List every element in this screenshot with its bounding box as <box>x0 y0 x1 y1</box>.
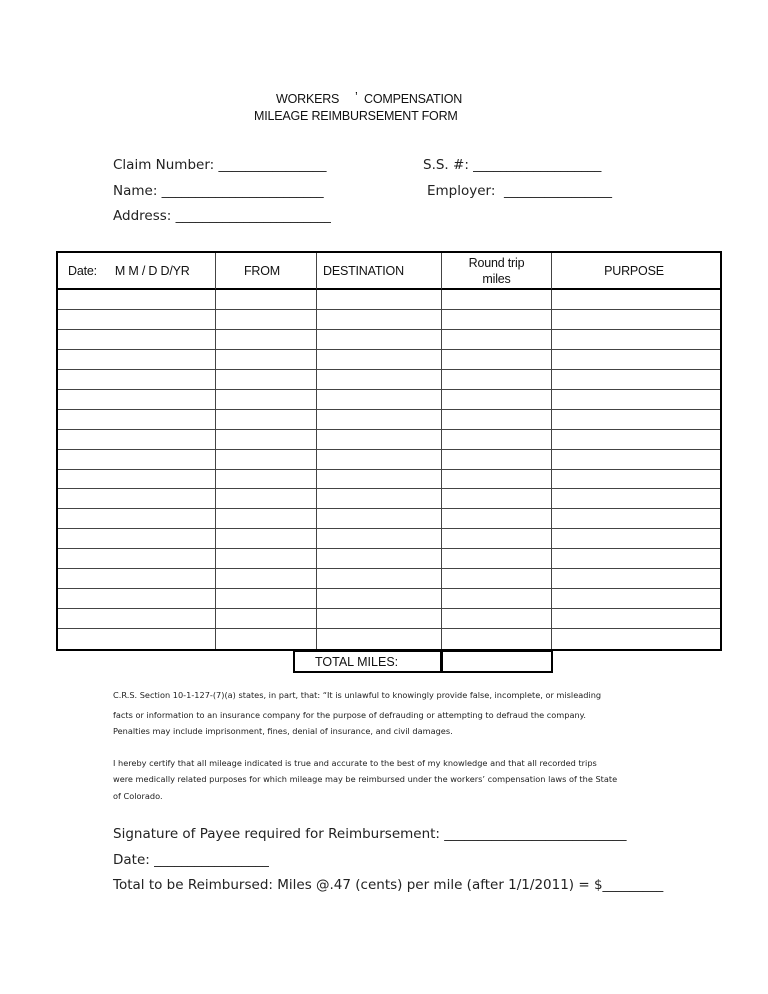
header-from <box>216 253 317 290</box>
form-subtitle: MILEAGE REIMBURSEMENT FORM <box>254 109 458 123</box>
table-cell-from[interactable] <box>216 489 317 509</box>
table-cell-from[interactable] <box>216 529 317 549</box>
table-cell-round-trip-miles[interactable] <box>442 629 552 649</box>
table-cell-destination[interactable] <box>317 589 442 609</box>
form-title-apostrophe: ’ <box>355 90 358 104</box>
table-cell-round-trip-miles[interactable] <box>442 330 552 350</box>
table-cell-round-trip-miles[interactable] <box>442 489 552 509</box>
address-field[interactable]: Address: _______________________ <box>113 208 331 224</box>
table-cell-date[interactable] <box>58 489 216 509</box>
table-cell-purpose[interactable] <box>552 310 720 330</box>
table-cell-purpose[interactable] <box>552 330 720 350</box>
table-cell-date[interactable] <box>58 330 216 350</box>
table-cell-destination[interactable] <box>317 609 442 629</box>
table-cell-purpose[interactable] <box>552 489 720 509</box>
header-round-trip-line1: Round trip <box>468 255 525 270</box>
table-cell-date[interactable] <box>58 549 216 569</box>
table-cell-purpose[interactable] <box>552 390 720 410</box>
table-cell-destination[interactable] <box>317 290 442 310</box>
name-field[interactable]: Name: ________________________ <box>113 183 324 199</box>
table-cell-from[interactable] <box>216 589 317 609</box>
employer-field[interactable]: Employer: ________________ <box>427 183 612 199</box>
table-cell-date[interactable] <box>58 430 216 450</box>
table-cell-date[interactable] <box>58 290 216 310</box>
table-cell-from[interactable] <box>216 509 317 529</box>
table-cell-destination[interactable] <box>317 410 442 430</box>
table-cell-destination[interactable] <box>317 450 442 470</box>
total-miles-label <box>293 650 442 673</box>
table-cell-destination[interactable] <box>317 430 442 450</box>
table-cell-date[interactable] <box>58 629 216 649</box>
table-cell-destination[interactable] <box>317 529 442 549</box>
table-cell-date[interactable] <box>58 569 216 589</box>
table-cell-purpose[interactable] <box>552 569 720 589</box>
table-cell-destination[interactable] <box>317 629 442 649</box>
table-cell-destination[interactable] <box>317 390 442 410</box>
ss-number-field[interactable]: S.S. #: ___________________ <box>423 157 602 173</box>
header-destination-label: DESTINATION <box>323 263 404 278</box>
table-cell-round-trip-miles[interactable] <box>442 450 552 470</box>
table-cell-round-trip-miles[interactable] <box>442 470 552 490</box>
table-cell-from[interactable] <box>216 310 317 330</box>
statute-line-2: facts or information to an insurance company for the purpose of defrauding or attempting to defraud the company. <box>113 710 586 720</box>
table-cell-purpose[interactable] <box>552 529 720 549</box>
table-cell-from[interactable] <box>216 430 317 450</box>
table-cell-from[interactable] <box>216 350 317 370</box>
table-cell-round-trip-miles[interactable] <box>442 370 552 390</box>
certification-line-2: were medically related purposes for which mileage may be reimbursed under the workers’ compensation laws of the State <box>113 774 618 784</box>
header-date <box>58 253 216 290</box>
table-cell-from[interactable] <box>216 549 317 569</box>
table-cell-destination[interactable] <box>317 489 442 509</box>
certification-line-1: I hereby certify that all mileage indicated is true and accurate to the best of my knowledge and that all recorded trips <box>113 758 597 768</box>
table-cell-round-trip-miles[interactable] <box>442 310 552 330</box>
table-cell-from[interactable] <box>216 629 317 649</box>
table-cell-round-trip-miles[interactable] <box>442 589 552 609</box>
table-cell-round-trip-miles[interactable] <box>442 430 552 450</box>
table-cell-from[interactable] <box>216 609 317 629</box>
table-cell-destination[interactable] <box>317 549 442 569</box>
table-cell-round-trip-miles[interactable] <box>442 509 552 529</box>
table-cell-date[interactable] <box>58 609 216 629</box>
table-cell-from[interactable] <box>216 370 317 390</box>
table-cell-from[interactable] <box>216 390 317 410</box>
table-cell-purpose[interactable] <box>552 609 720 629</box>
payee-signature-field[interactable]: Signature of Payee required for Reimbursement: ___________________________ <box>113 826 627 842</box>
table-cell-destination[interactable] <box>317 310 442 330</box>
claim-number-field[interactable]: Claim Number: ________________ <box>113 157 327 173</box>
table-cell-date[interactable] <box>58 390 216 410</box>
table-cell-destination[interactable] <box>317 370 442 390</box>
table-cell-destination[interactable] <box>317 509 442 529</box>
table-cell-date[interactable] <box>58 470 216 490</box>
table-cell-purpose[interactable] <box>552 290 720 310</box>
table-cell-date[interactable] <box>58 529 216 549</box>
header-from-label: FROM <box>244 263 280 278</box>
form-title-workers: WORKERS <box>276 92 340 106</box>
table-cell-round-trip-miles[interactable] <box>442 549 552 569</box>
table-cell-purpose[interactable] <box>552 350 720 370</box>
header-date-format: M M / D D/YR <box>114 263 190 278</box>
table-cell-purpose[interactable] <box>552 410 720 430</box>
table-cell-round-trip-miles[interactable] <box>442 290 552 310</box>
table-cell-date[interactable] <box>58 450 216 470</box>
header-date-label: Date: <box>68 263 97 278</box>
table-cell-from[interactable] <box>216 330 317 350</box>
table-cell-date[interactable] <box>58 310 216 330</box>
header-purpose-label: PURPOSE <box>604 263 664 278</box>
statute-line-1: C.R.S. Section 10-1-127-(7)(a) states, in part, that: “It is unlawful to knowingly provide false, incomplete, or misleading <box>113 690 602 700</box>
table-cell-from[interactable] <box>216 569 317 589</box>
table-cell-date[interactable] <box>58 589 216 609</box>
table-cell-from[interactable] <box>216 410 317 430</box>
total-miles-text: TOTAL MILES: <box>315 654 399 669</box>
table-cell-round-trip-miles[interactable] <box>442 410 552 430</box>
table-cell-purpose[interactable] <box>552 509 720 529</box>
table-cell-purpose[interactable] <box>552 370 720 390</box>
header-round-trip <box>442 253 552 290</box>
total-reimbursed-field[interactable]: Total to be Reimbursed: Miles @.47 (cents) per mile (after 1/1/2011) = $_________ <box>113 877 664 893</box>
header-destination <box>317 253 442 290</box>
table-cell-destination[interactable] <box>317 330 442 350</box>
table-cell-date[interactable] <box>58 350 216 370</box>
table-cell-destination[interactable] <box>317 470 442 490</box>
table-cell-round-trip-miles[interactable] <box>442 390 552 410</box>
table-cell-round-trip-miles[interactable] <box>442 609 552 629</box>
statute-line-3: Penalties may include imprisonment, fines, denial of insurance, and civil damages. <box>113 726 453 736</box>
table-cell-from[interactable] <box>216 290 317 310</box>
table-cell-purpose[interactable] <box>552 450 720 470</box>
table-cell-round-trip-miles[interactable] <box>442 529 552 549</box>
table-cell-date[interactable] <box>58 370 216 390</box>
total-miles-input[interactable] <box>441 650 553 673</box>
table-cell-date[interactable] <box>58 410 216 430</box>
table-cell-purpose[interactable] <box>552 549 720 569</box>
table-cell-from[interactable] <box>216 470 317 490</box>
table-cell-purpose[interactable] <box>552 470 720 490</box>
certification-line-3: of Colorado. <box>113 791 163 801</box>
table-cell-from[interactable] <box>216 450 317 470</box>
mileage-table <box>56 251 722 651</box>
table-cell-date[interactable] <box>58 509 216 529</box>
signature-date-field[interactable]: Date: _________________ <box>113 852 269 868</box>
header-round-trip-line2: miles <box>482 271 511 286</box>
table-cell-destination[interactable] <box>317 569 442 589</box>
table-cell-round-trip-miles[interactable] <box>442 569 552 589</box>
table-cell-purpose[interactable] <box>552 430 720 450</box>
table-cell-round-trip-miles[interactable] <box>442 350 552 370</box>
table-cell-destination[interactable] <box>317 350 442 370</box>
header-purpose <box>552 253 720 290</box>
table-cell-purpose[interactable] <box>552 629 720 649</box>
table-cell-purpose[interactable] <box>552 589 720 609</box>
form-title-compensation: COMPENSATION <box>364 92 463 106</box>
